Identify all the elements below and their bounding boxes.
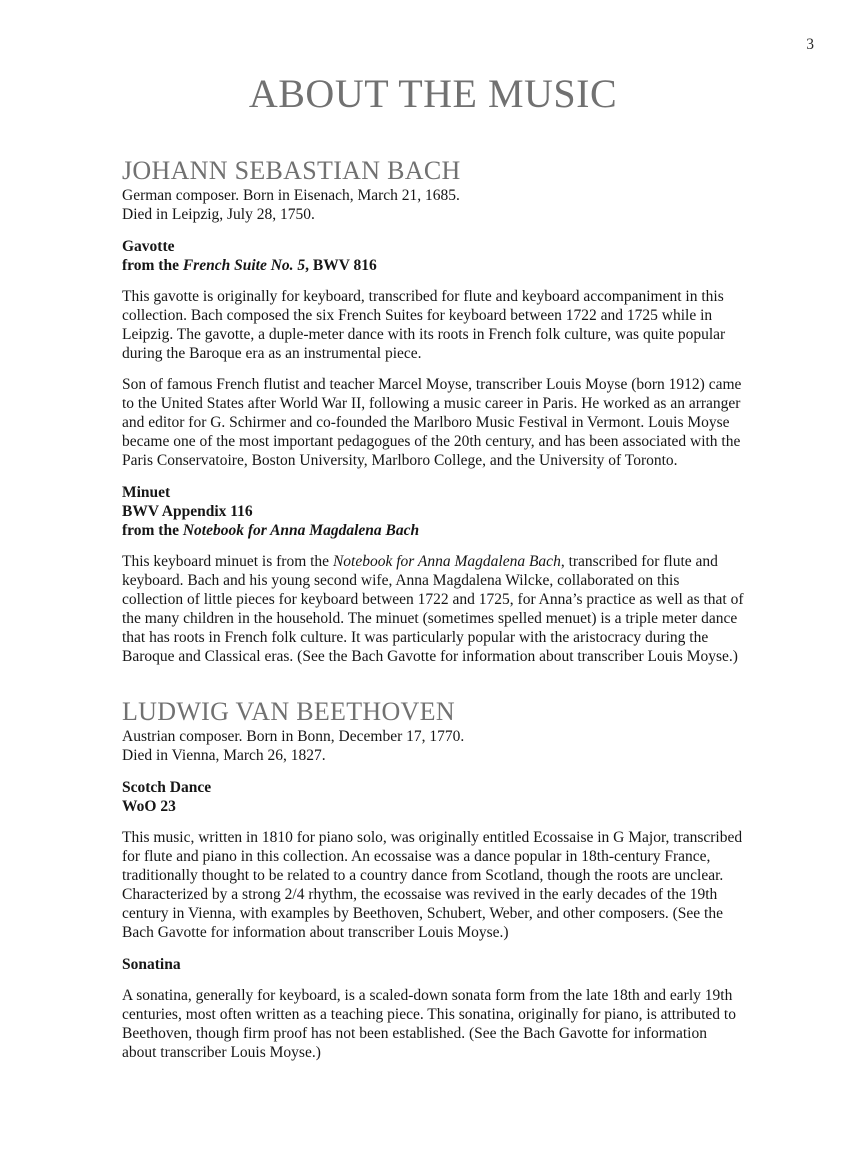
piece-subtitle-pre: from the — [122, 257, 183, 274]
page-content — [122, 0, 744, 1062]
composer-bio-bach — [122, 186, 744, 224]
piece-description: This music, written in 1810 for piano solo, was originally entitled Ecossaise in G Major, transcribed for flute and piano in this collection. An ecossaise was a dance popular in 18th-century France, traditionally thought to be related to a country dance from Scotland, though the roots are unclear. Characterized by a strong 2/4 rhythm, the ecossaise was revived in the early decades of the 19th century in Vienna, with examples by Beethoven, Schubert, Weber, and other composers. (See the Bach Gavotte for information about transcriber Louis Moyse.) — [122, 829, 743, 941]
piece-heading-minuet — [122, 483, 744, 540]
description-italic: Notebook for Anna Magdalena Bach — [332, 553, 561, 570]
piece-subtitle-italic: Notebook for Anna Magdalena Bach — [182, 522, 420, 539]
piece-subtitle-italic: French Suite No. 5 — [182, 257, 306, 274]
piece-description: A sonatina, generally for keyboard, is a scaled-down sonata form from the late 18th and early 19th centuries, most often written as a teaching piece. This sonatina, originally for piano, is attributed to Beethoven, though firm proof has not been established. (See the Bach Gavotte for information about transcriber Louis Moyse.) — [122, 987, 736, 1061]
piece-heading-gavotte — [122, 237, 744, 275]
transcriber-note: Son of famous French flutist and teacher Marcel Moyse, transcriber Louis Moyse (born 1912) came to the United States after World War II, following a music career in Paris. He worked as an arranger and editor for G. Schirmer and co-founded the Marlboro Music Festival in Vermont. Louis Moyse became one of the most important pedagogues of the 20th century, and has been associated with the Paris Conservatoire, Boston University, Marlboro College, and the University of Toronto. — [122, 376, 742, 469]
bio-line-born: Austrian composer. Born in Bonn, December 17, 1770. — [122, 728, 465, 745]
description-post: , transcribed for flute and keyboard. Bach and his young second wife, Anna Magdalena Wilcke, collaborated on this collection of little pieces for keyboard between 1722 and 1725, for Anna’s practice as well as that of the many children in the household. The minuet (sometimes spelled menuet) is a triple meter dance that has roots in French folk culture. It was particularly popular with the aristocracy during the Baroque and Classical eras. (See the Bach Gavotte for information about transcriber Louis Moyse.) — [122, 553, 744, 665]
piece-description — [122, 552, 744, 666]
bio-line-born: German composer. Born in Eisenach, March 21, 1685. — [122, 187, 460, 204]
piece-description: This gavotte is originally for keyboard, transcribed for flute and keyboard accompaniment in this collection. Bach composed the six French Suites for keyboard between 1722 and 1725 while in Leipzig. The gavotte, a duple-meter dance with its roots in French folk culture, was quite popular during the Baroque era as an instrumental piece. — [122, 288, 726, 362]
piece-scotch-dance — [122, 778, 744, 942]
bio-line-died: Died in Vienna, March 26, 1827. — [122, 747, 326, 764]
composer-section-beethoven — [122, 697, 744, 1062]
piece-title: Minuet — [122, 484, 171, 501]
composer-name-bach: JOHANN SEBASTIAN BACH — [122, 156, 461, 185]
page-number: 3 — [806, 36, 814, 53]
piece-title: Sonatina — [122, 956, 181, 973]
composer-name-beethoven: LUDWIG VAN BEETHOVEN — [122, 697, 455, 726]
bio-line-died: Died in Leipzig, July 28, 1750. — [122, 206, 315, 223]
piece-heading-sonatina — [122, 955, 744, 974]
composer-section-bach — [122, 156, 744, 666]
piece-catalog: WoO 23 — [122, 798, 176, 815]
piece-gavotte — [122, 237, 744, 470]
piece-subtitle-post: , BWV 816 — [305, 257, 377, 274]
description-pre: This keyboard minuet is from the — [122, 553, 333, 570]
composer-bio-beethoven — [122, 727, 744, 765]
piece-catalog: BWV Appendix 116 — [122, 503, 253, 520]
page-title: ABOUT THE MUSIC — [248, 71, 618, 116]
piece-sonatina — [122, 955, 744, 1062]
piece-minuet — [122, 483, 744, 666]
piece-heading-scotch-dance — [122, 778, 744, 816]
piece-title: Scotch Dance — [122, 779, 212, 796]
piece-subtitle-pre: from the — [122, 522, 183, 539]
piece-title: Gavotte — [122, 238, 175, 255]
